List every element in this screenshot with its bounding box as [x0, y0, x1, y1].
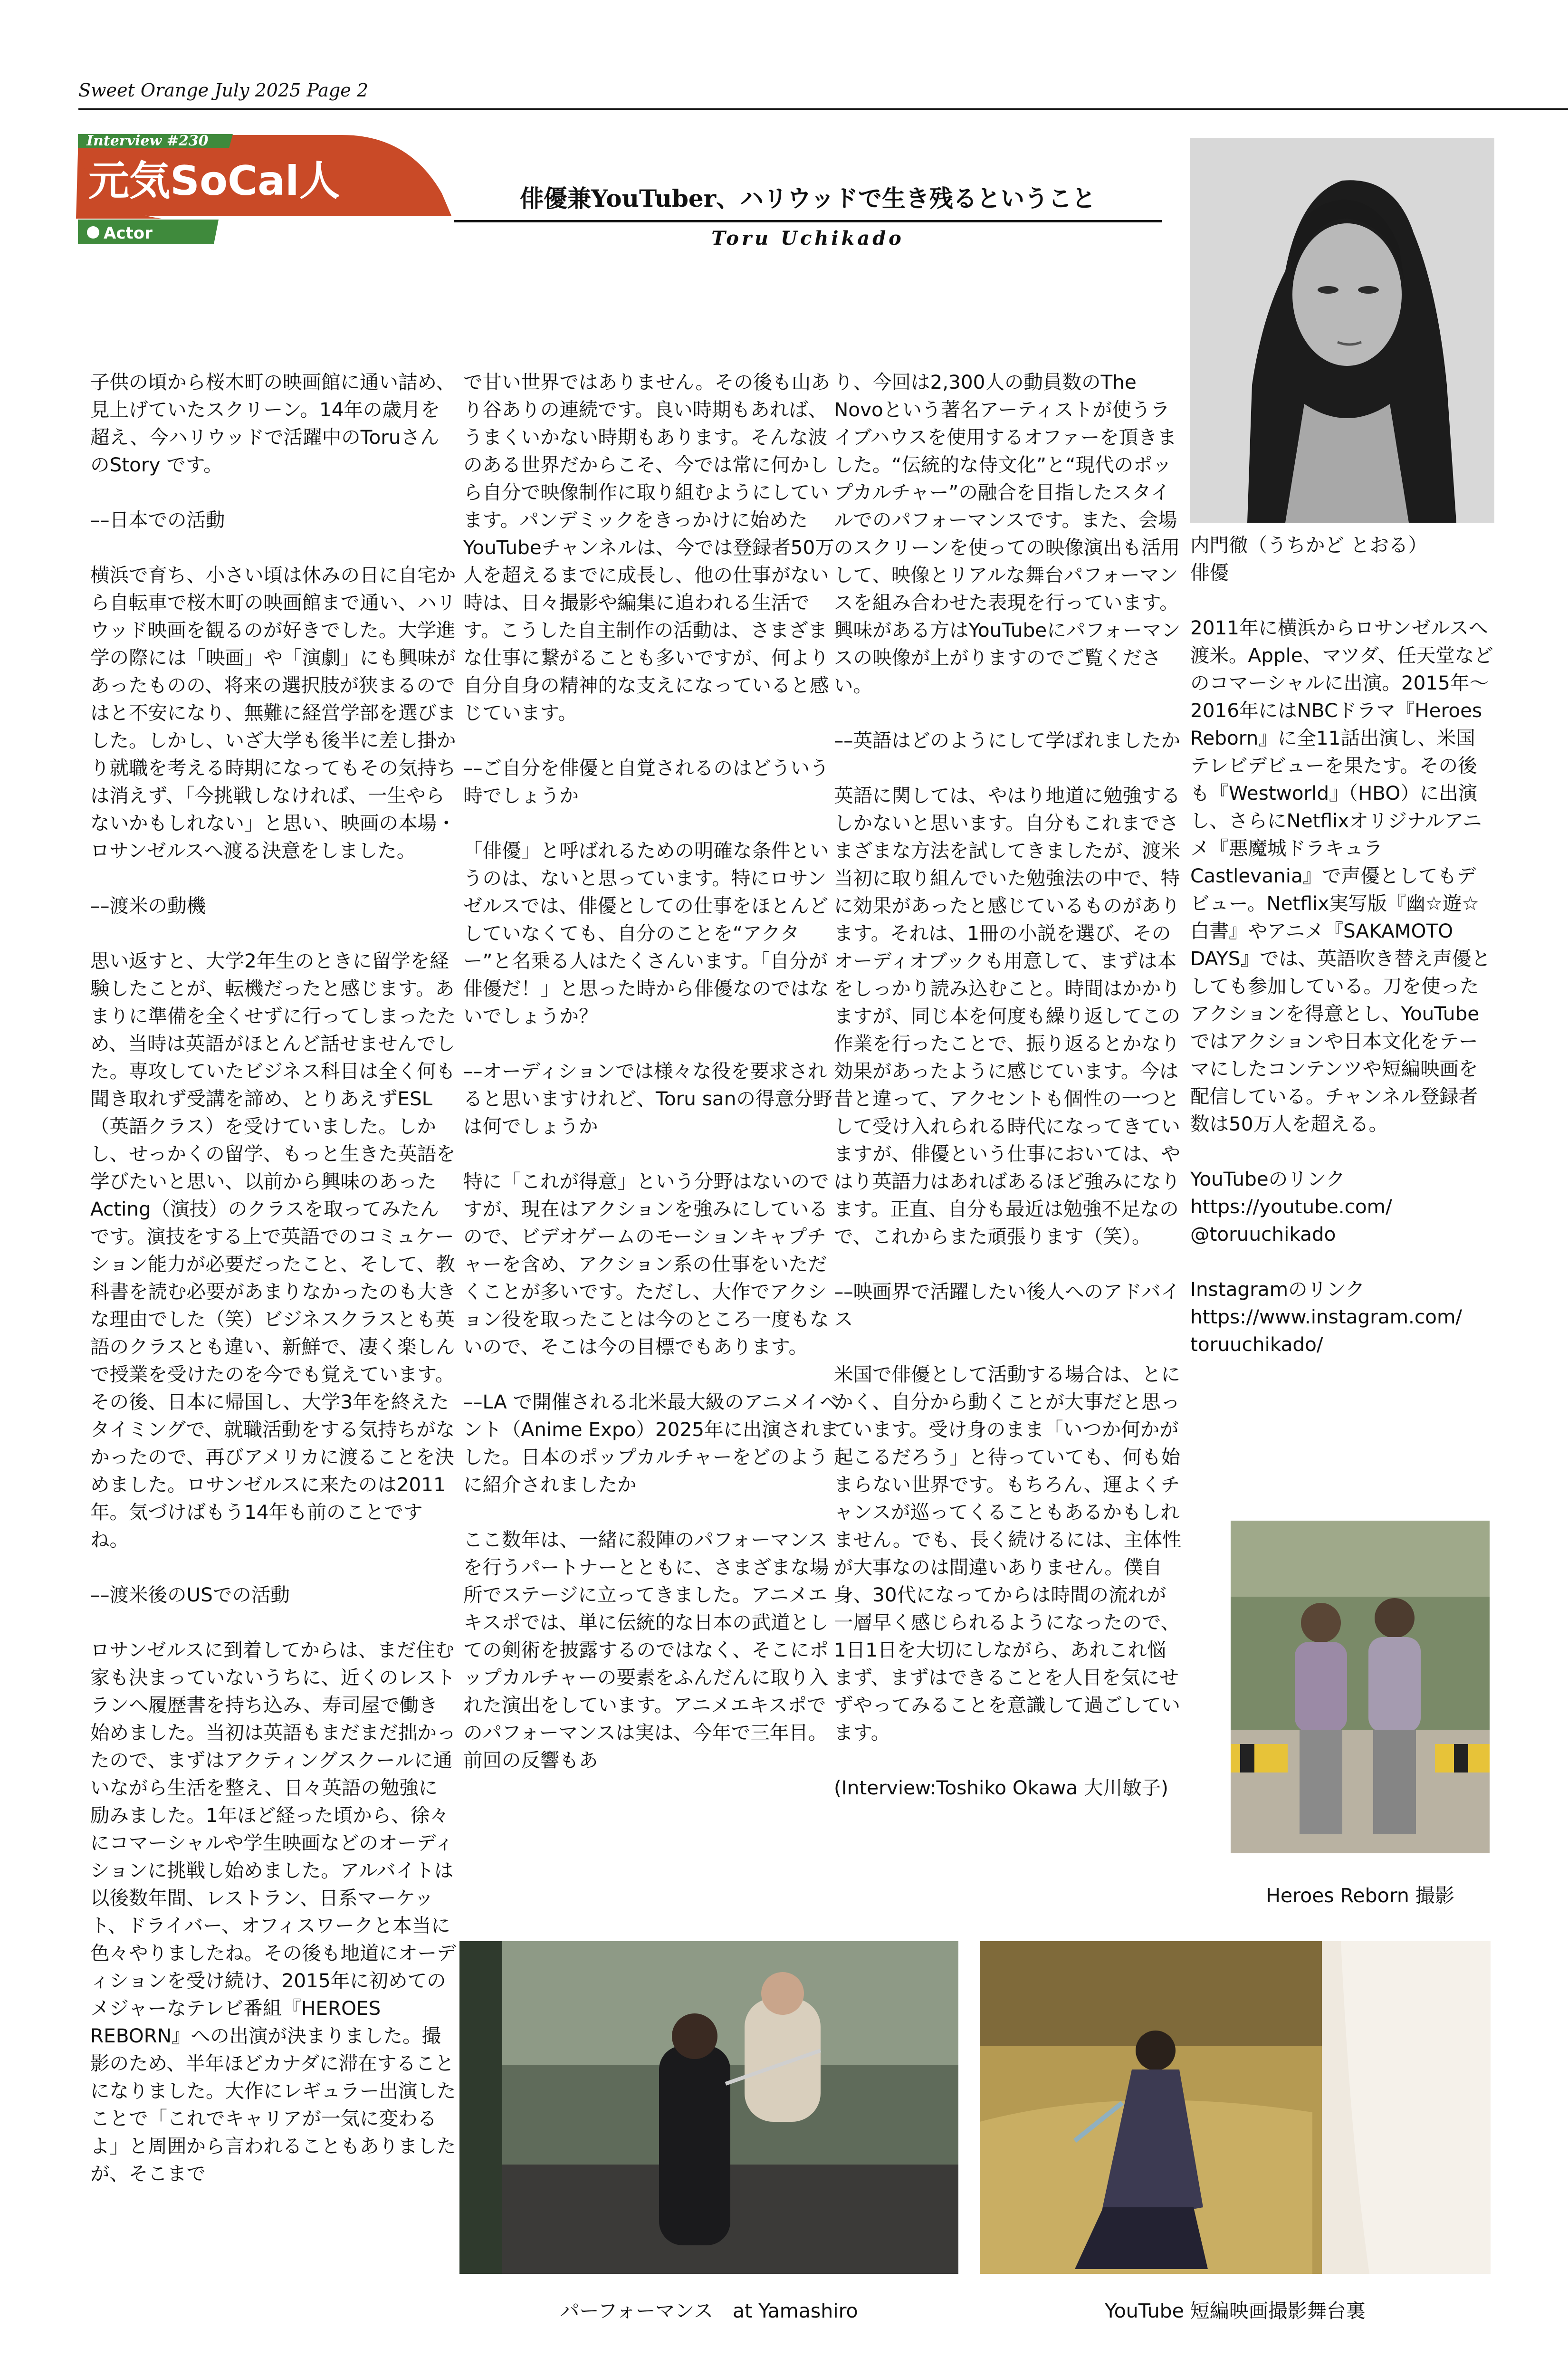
badge-title: 元気SoCal人	[88, 157, 340, 205]
youtube-short-film-photo	[980, 1941, 1491, 2274]
body-column-1: 子供の頃から桜木町の映画館に通い詰め、見上げていたスクリーン。14年の歳月を超え、今ハリウッドで活躍中のToruさんのStory です。 ––日本での活動 横浜で育ち、小さい頃は休みの日に自宅から自転車で桜木町の映画館まで通い、ハリウッド映画を観るのが好きでした。大学進学の際には「映画」や「演劇」にも興味があったものの、将来の選択肢が狭まるのではと不安になり、無難に経営学部を選びました。しかし、いざ大学も後半に差し掛かり就職を考える時期になってもその気持ちは消えず、「今挑戦しなければ、一生やらないかもしれない」と思い、映画の本場・ロサンゼルスへ渡る決意をしました。 ––渡米の動機 思い返すと、大学2年生のときに留学を経験したことが、転機だったと感じます。あまりに準備を全くせずに行ってしまったため、当時は英語がほとんど話せませんでした。専攻していたビジネス科目は全く何も聞き取れず受講を諦め、とりあえずESL（英語クラス）を受けていました。しかし、せっかくの留学、もっと生きた英語を学びたいと思い、以前から興味のあったActing（演技）のクラスを取ってみたんです。演技をする上で英語でのコミュケーション能力が必要だったこと、そして、教科書を読む必要があまりなかったのも大きな理由でした（笑）ビジネスクラスとも英語のクラスとも違い、新鮮で、凄く楽しんで授業を受けたのを今でも覚えています。その後、日本に帰国し、大学3年を終えたタイミングで、就職活動をする気持ちがなかったので、再びアメリカに渡ることを決めました。ロサンゼルスに来たのは2011年。気づけばもう14年も前のことですね。 ––渡米後のUSでの活動 ロサンゼルスに到着してからは、まだ住む家も決まっていないうちに、近くのレストランへ履歴書を持ち込み、寿司屋で働き始めました。当初は英語もまだまだ拙かったので、まずはアクティングスクールに通いながら生活を整え、日々英語の勉強に励みました。1年ほど経った頃から、徐々にコマーシャルや学生映画などのオーディションに挑戦し始めました。アルバイトは以後数年間、レストラン、日系マーケット、ドライバー、オフィスワークと本当に色々やりましたね。その後も地道にオーディションを受け続け、2015年に初めてのメジャーなテレビ番組『HEROES REBORN』への出演が決まりました。撮影のため、半年ほどカナダに滞在することになりました。大作にレギュラー出演したことで「これでキャリアが一気に変わるよ」と周囲から言われることもありましたが、そこまで	[90, 371, 456, 2185]
header-rule	[78, 108, 1568, 110]
yamashiro-performance-photo	[459, 1941, 958, 2274]
badge-series: Interview #230	[86, 133, 209, 149]
title-rule	[454, 220, 1162, 222]
yamashiro-caption: パーフォーマンス at Yamashiro	[560, 2299, 858, 2322]
heroes-reborn-caption: Heroes Reborn 撮影	[1266, 1884, 1454, 1907]
profile-text: 内門徹（うちかど とおる） 俳優 2011年に横浜からロサンゼルスへ渡米。Apple、マツダ、任天堂などのコマーシャルに出演。2015年〜2016年にはNBCドラマ『Heroes Reborn』に全11話出演し、米国テレビデビューを果たす。その後も『Westworld』（HBO）に出演し、さらにNetflixオリジナルアニメ『悪魔城ドラキュラ Castlevania』で声優としてもデビュー。Netflix実写版『幽☆遊☆白書』やアニメ『SAKAMOTO DAYS』では、英語吹き替え声優としても参加している。刀を使ったアクションを得意とし、YouTubeではアクションや日本文化をテーマにしたコンテンツや短編映画を配信している。チャンネル登録者数は50万人を超える。 YouTubeのリンク https://youtube.com/ @toruuchikado Instagramのリンク https://www.instagram.com/ toruuchikado/	[1190, 534, 1493, 1356]
body-column-3: り、今回は2,300人の動員数のThe Novoという著名アーティストが使うライブハウスを使用するオファーを頂きました。“伝統的な侍文化”と“現代のポップカルチャー”の融合を目指したスタイルでのパフォーマンスです。また、会場のスクリーンを使っての映像演出も活用して、映像とリアルな舞台パフォーマンスを組み合わせた表現を行っています。興味がある方はYouTubeにパフォーマンスの映像が上がりますのでご覧ください。 ––英語はどのようにして学ばれましたか 英語に関しては、やはり地道に勉強するしかないと思います。自分もこれまでさまざまな方法を試してきましたが、渡米当初に取り組んでいた勉強法の中で、特に効果があったと感じているものがあります。それは、1冊の小説を選び、そのオーディオブックも用意して、まずは本をしっかり読み込むこと。時間はかかりますが、同じ本を何度も繰り返してこの作業を行ったことで、振り返るとかなり効果があったように感じています。今は昔と違って、アクセントも個性の一つとして受け入れられる時代になってきていますが、俳優という仕事においては、やはり英語力はあればあるほど強みになります。正直、自分も最近は勉強不足なので、これからまた頑張ります（笑）。 ––映画界で活躍したい後人へのアドバイス 米国で俳優として活動する場合は、とにかく、自分から動くことが大事だと思っています。受け身のまま「いつか何かが起こるだろう」と待っていても、何も始まらない世界です。もちろん、運よくチャンスが巡ってくることもあるかもしれません。でも、長く続けるには、主体性が大事なのは間違いありません。僕自身、30代になってからは時間の流れが一層早く感じられるようになったので、1日1日を大切にしながら、あれこれ悩まず、まずはできることを人目を気にせずやってみることを意識して過ごしています。 (Interview:Toshiko Okawa 大川敏子)	[834, 371, 1182, 1799]
badge-category: Actor	[104, 224, 153, 243]
byline: Toru Uchikado	[711, 227, 904, 249]
profile-photo	[1190, 138, 1494, 523]
article-title: 俳優兼YouTuber、ハリウッドで生き残るということ	[519, 184, 1096, 212]
heroes-reborn-photo	[1231, 1521, 1490, 1853]
running-header: Sweet Orange July 2025 Page 2	[78, 80, 369, 101]
youtube-short-film-caption: YouTube 短編映画撮影舞台裏	[1105, 2299, 1366, 2322]
interview-badge	[76, 125, 456, 267]
body-column-2: で甘い世界ではありません。その後も山あり谷ありの連続です。良い時期もあれば、うまくいかない時期もあります。そんな波のある世界だからこそ、今では常に何かしら自分で映像制作に取り組むようにしています。パンデミックをきっかけに始めたYouTubeチャンネルは、今では登録者50万人を超えるまでに成長し、他の仕事がない時は、日々撮影や編集に追われる生活です。こうした自主制作の活動は、さまざまな仕事に繋がることも多いですが、何より自分自身の精神的な支えになっていると感じています。 ––ご自分を俳優と自覚されるのはどういう時でしょうか 「俳優」と呼ばれるための明確な条件というのは、ないと思っています。特にロサンゼルスでは、俳優としての仕事をほとんどしていなくても、自分のことを“アクター”と名乗る人はたくさんいます。「自分が俳優だ！」と思った時から俳優なのではないでしょうか？ ––オーディションでは様々な役を要求されると思いますけれど、Toru sanの得意分野は何でしょうか 特に「これが得意」という分野はないのですが、現在はアクションを強みにしているので、ビデオゲームのモーションキャプチャーを含め、アクション系の仕事をいただくことが多いです。ただし、大作でアクション役を取ったことは今のところ一度もないので、そこは今の目標でもあります。 ––LA で開催される北米最大級のアニメイベント（Anime Expo）2025年に出演されました。日本のポップカルチャーをどのように紹介されましたか ここ数年は、一緒に殺陣のパフォーマンスを行うパートナーとともに、さまざまな場所でステージに立ってきました。アニメエキスポでは、単に伝統的な日本の武道としての剣術を披露するのではなく、そこにポップカルチャーの要素をふんだんに取り入れた演出をしています。アニメエキスポでのパフォーマンスは実は、今年で三年目。前回の反響もあ	[463, 371, 839, 1772]
bullet-icon	[87, 226, 99, 239]
